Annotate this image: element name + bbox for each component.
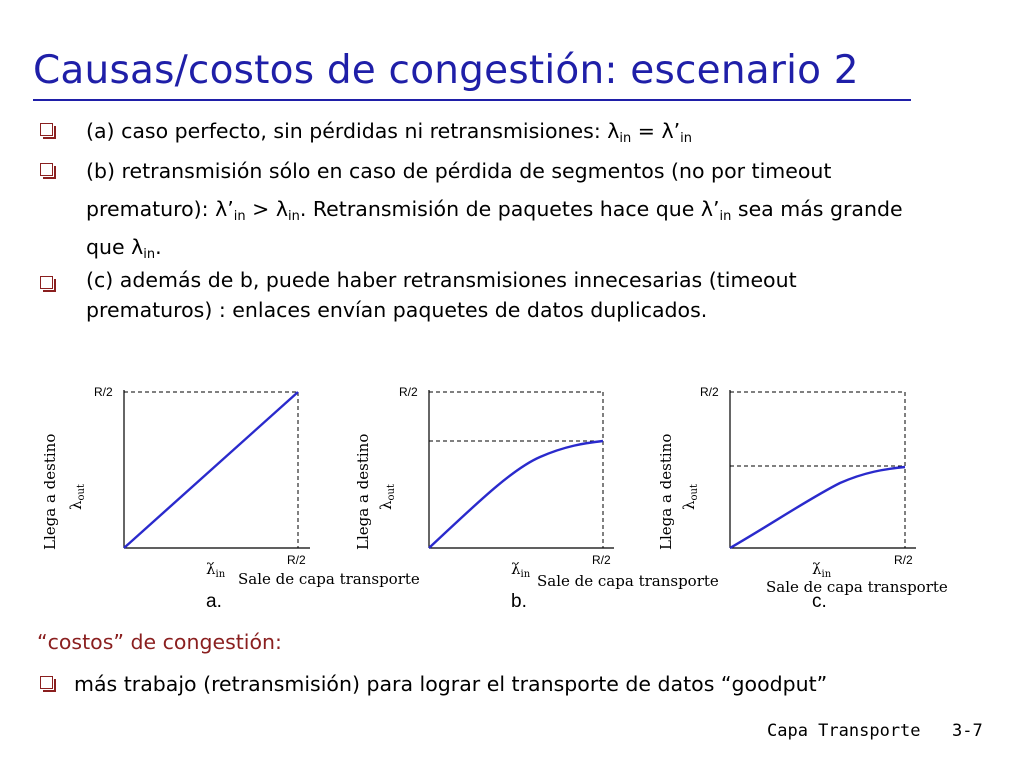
throughput-curve-c (730, 467, 905, 548)
bullet-b-line1: (b) retransmisión sólo en caso de pérdida de segmentos (no por timeout (86, 159, 832, 183)
bullet-c-line2: prematuros) : enlaces envían paquetes de datos duplicados. (86, 298, 708, 322)
y-axis-symbol: $\lambda_{out}$ (680, 484, 700, 510)
graph-label-b: b. (511, 591, 527, 612)
graph-label-c: c. (812, 591, 827, 612)
bullet-b-line3: que $\lambda_{in}$. (86, 235, 162, 262)
y-tick-label: R/2 (399, 385, 418, 399)
bullet-icon (40, 123, 53, 136)
x-tick-label: R/2 (592, 553, 611, 567)
slide-title: Causas/costos de congestión: escenario 2 (33, 48, 859, 93)
bullet-icon (40, 163, 53, 176)
y-axis-label: Llega a destino (41, 433, 59, 550)
x-axis-label: Sale de capa transporte (537, 572, 719, 590)
y-axis-symbol: $\lambda_{out}$ (377, 484, 397, 510)
bullet-a-text: (a) caso perfecto, sin pérdidas ni retransmisiones: $\lambda_{in}$ = $\lambda’_{in}$ (86, 119, 692, 146)
y-tick-label: R/2 (700, 385, 719, 399)
y-axis-symbol: $\lambda_{out}$ (67, 484, 87, 510)
throughput-curve-b (429, 441, 603, 548)
costs-item: más trabajo (retransmisión) para lograr el transporte de datos “goodput” (74, 672, 828, 696)
bullet-b-line2: prematuro): $\lambda’_{in} > \lambda_{in}$. Retransmisión de paquetes hace que $\lambda’_{in}$ sea más grande (86, 197, 903, 224)
graph-label-a: a. (206, 591, 222, 612)
bullet-c-line1: (c) además de b, puede haber retransmisiones innecesarias (timeout (86, 268, 797, 292)
title-underline (33, 99, 911, 101)
x-axis-symbol: $\lambdá_{in}$ (206, 560, 226, 580)
x-axis-label: Sale de capa transporte (766, 578, 948, 596)
bullet-icon (40, 276, 53, 289)
x-axis-label: Sale de capa transporte (238, 570, 420, 588)
x-axis-symbol: $\lambdá_{in}$ (511, 560, 531, 580)
x-tick-label: R/2 (894, 553, 913, 567)
footer-page: 3-7 (952, 721, 983, 741)
throughput-curve-a (124, 392, 298, 548)
bullet-icon (40, 676, 53, 689)
y-tick-label: R/2 (94, 385, 113, 399)
costs-heading: “costos” de congestión: (37, 630, 282, 654)
y-axis-label: Llega a destino (657, 433, 675, 550)
y-axis-label: Llega a destino (354, 433, 372, 550)
footer-course: Capa Transporte (767, 721, 921, 741)
x-tick-label: R/2 (287, 553, 306, 567)
x-axis-symbol: $\lambdá_{in}$ (812, 560, 832, 580)
graphs-figure (0, 350, 1024, 670)
